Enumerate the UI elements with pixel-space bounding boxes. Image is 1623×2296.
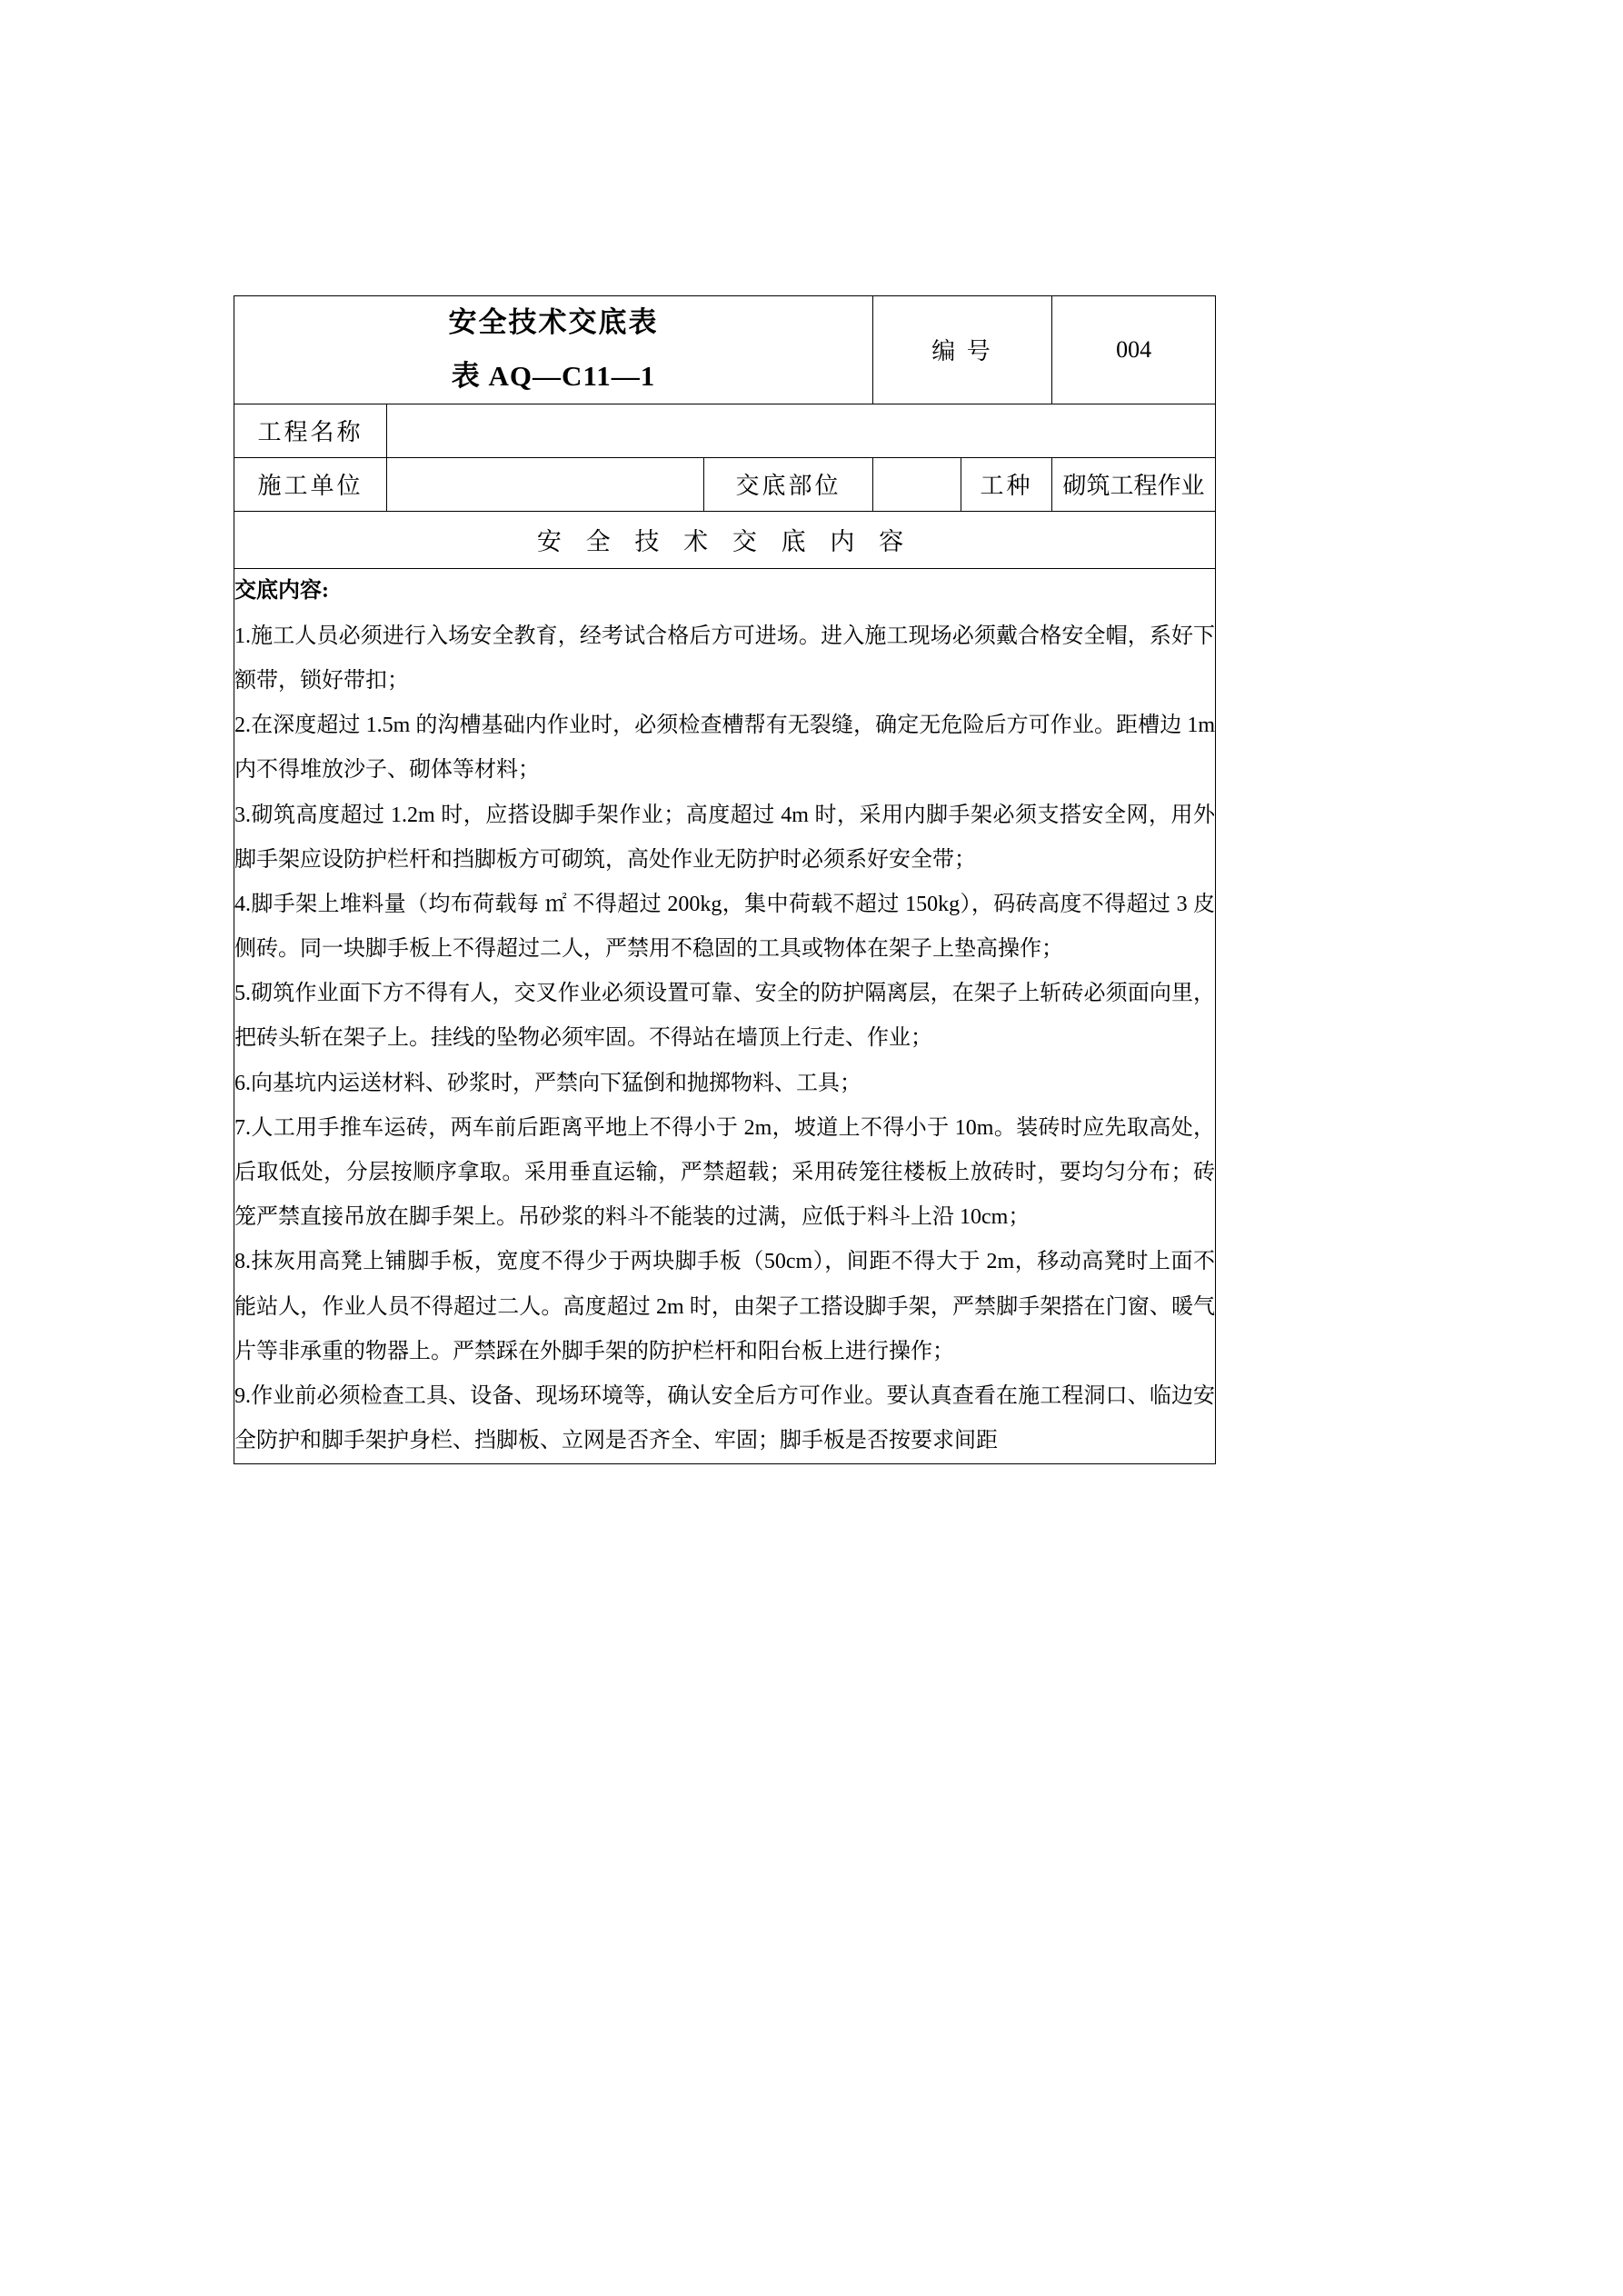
number-value: 004 <box>1052 296 1216 404</box>
header-row <box>234 296 1216 404</box>
form-title-cell <box>234 296 873 404</box>
construction-unit-value[interactable] <box>387 457 704 511</box>
content-paragraph: 1.施工人员必须进行入场安全教育，经考试合格后方可进场。进入施工现场必须戴合格安全帽，系好下额带，锁好带扣； <box>234 624 1216 693</box>
form-title-line1: 安全技术交底表 <box>448 306 659 338</box>
content-heading: 交底内容: <box>234 578 329 603</box>
content-cell <box>234 568 1216 1464</box>
content-row <box>234 568 1216 1464</box>
content-paragraph: 6.向基坑内运送材料、砂浆时，严禁向下猛倒和抛掷物料、工具； <box>234 1071 861 1095</box>
number-label: 编 号 <box>873 296 1052 404</box>
disclosure-part-value[interactable] <box>873 457 961 511</box>
work-type-value[interactable]: 砌筑工程作业 <box>1052 457 1216 511</box>
project-name-value[interactable] <box>387 404 1216 457</box>
project-name-label: 工程名称 <box>234 404 387 457</box>
content-paragraph: 9.作业前必须检查工具、设备、现场环境等，确认安全后方可作业。要认真查看在施工程洞口、临边安全防护和脚手架护身栏、挡脚板、立网是否齐全、牢固；脚手板是否按要求间距 <box>234 1383 1216 1453</box>
form-title-line2: 表 AQ—C11—1 <box>451 359 656 392</box>
content-paragraph: 7.人工用手推车运砖，两车前后距离平地上不得小于 2m，坡道上不得小于 10m。装砖时应先取高处，后取低处，分层按顺序拿取。采用垂直运输，严禁超载；采用砖笼往楼板上放砖时，要均匀分布；砖笼严禁直接吊放在脚手架上。吊砂浆的料斗不能装的过满，应低于料斗上沿 10cm； <box>234 1115 1216 1230</box>
unit-part-worktype-row <box>234 457 1216 511</box>
safety-disclosure-form <box>234 295 1216 1464</box>
content-paragraph: 4.脚手架上堆料量（均布荷载每 ㎡ 不得超过 200kg，集中荷载不超过 150kg），码砖高度不得超过 3 皮侧砖。同一块脚手板上不得超过二人，严禁用不稳固的工具或物体在架子上垫高操作； <box>234 892 1216 962</box>
content-paragraph: 3.砌筑高度超过 1.2m 时，应搭设脚手架作业；高度超过 4m 时，采用内脚手架必须支搭安全网，用外脚手架应设防护栏杆和挡脚板方可砌筑，高处作业无防护时必须系好安全带； <box>234 803 1216 872</box>
construction-unit-label: 施工单位 <box>234 457 387 511</box>
project-name-row <box>234 404 1216 457</box>
work-type-label: 工种 <box>961 457 1052 511</box>
section-banner: 安 全 技 术 交 底 内 容 <box>234 511 1216 568</box>
disclosure-part-label: 交底部位 <box>704 457 873 511</box>
content-paragraph: 8.抹灰用高凳上铺脚手板，宽度不得少于两块脚手板（50cm），间距不得大于 2m，移动高凳时上面不能站人，作业人员不得超过二人。高度超过 2m 时，由架子工搭设脚手架，严禁脚手架搭在门窗、暖气片等非承重的物器上。严禁踩在外脚手架的防护栏杆和阳台板上进行操作； <box>234 1250 1216 1363</box>
content-paragraph: 5.砌筑作业面下方不得有人，交叉作业必须设置可靠、安全的防护隔离层，在架子上斩砖必须面向里，把砖头斩在架子上。挂线的坠物必须牢固。不得站在墙顶上行走、作业； <box>234 982 1216 1051</box>
content-paragraph: 2.在深度超过 1.5m 的沟槽基础内作业时，必须检查槽帮有无裂缝，确定无危险后方可作业。距槽边 1m 内不得堆放沙子、砌体等材料； <box>234 714 1216 783</box>
section-banner-row <box>234 511 1216 568</box>
